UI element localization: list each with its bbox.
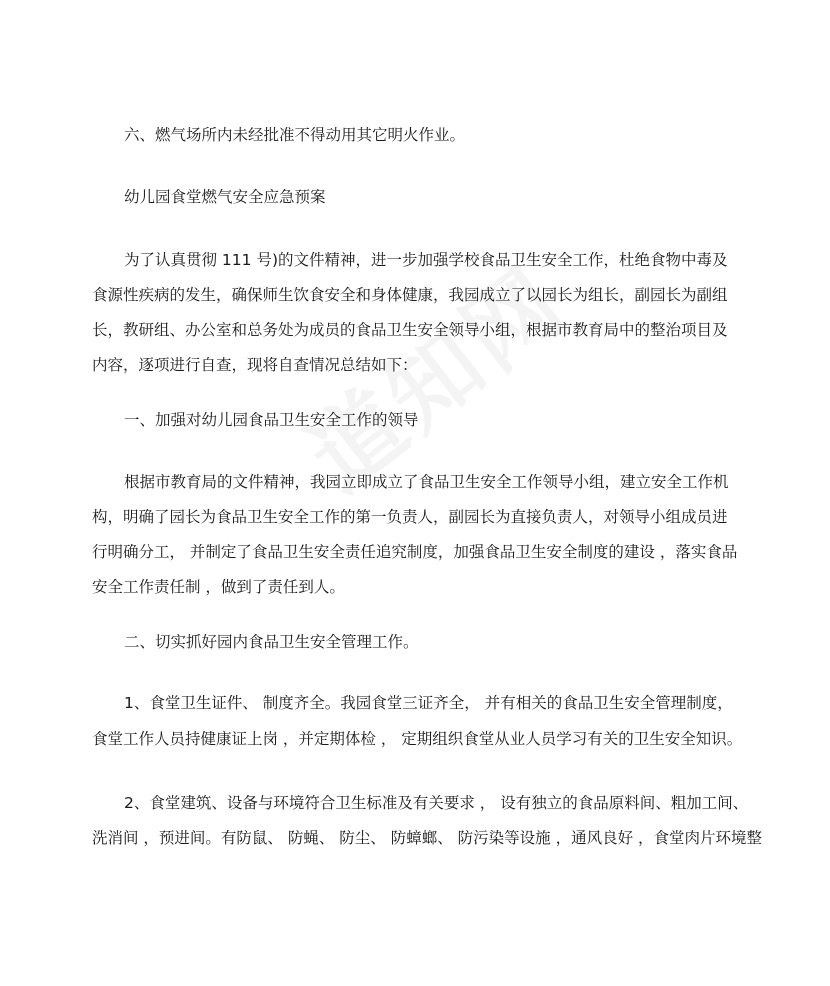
- text-line-1: 六、燃气场所内未经批准不得动用其它明火作业。: [124, 126, 466, 144]
- text-line-5: 长，教研组、办公室和总务处为成员的食品卫生安全领导小组，根据市教育局中的整治项目及: [92, 321, 728, 339]
- watermark-seal: [276, 227, 623, 554]
- text-line-10: 行明确分工， 并制定了食品卫生安全责任追究制度，加强食品卫生安全制度的建设 ，落实食品: [92, 543, 738, 561]
- text-line-11: 安全工作责任制 ，做到了责任到人。: [92, 578, 345, 596]
- text-line-3: 为了认真贯彻 111 号)的文件精神，进一步加强学校食品卫生安全工作，杜绝食物中毒及: [124, 251, 728, 269]
- text-line-15: 2、食堂建筑、设备与环境符合卫生标准及有关要求 ， 设有独立的食品原料间、粗加工间、: [124, 794, 749, 812]
- section-title: 幼儿园食堂燃气安全应急预案: [124, 188, 326, 206]
- text-line-16: 洗消间 ，预进间。有防鼠、 防蝇、 防尘、 防蟑螂、 防污染等设施 ，通风良好 ，食堂肉片环境整: [92, 829, 762, 847]
- text-line-6: 内容，逐项进行自查，现将自查情况总结如下：: [92, 356, 418, 374]
- text-line-4: 食源性疾病的发生，确保师生饮食安全和身体健康，我园成立了以园长为组长，副园长为副组: [92, 286, 728, 304]
- heading-two: 二、切实抓好园内食品卫生安全管理工作。: [124, 633, 419, 651]
- text-line-13: 1、食堂卫生证件、 制度齐全。我园食堂三证齐全， 并有相关的食品卫生安全管理制度，: [124, 694, 733, 712]
- text-line-9: 构，明确了园长为食品卫生安全工作的第一负责人，副园长为直接负责人，对领导小组成员进: [92, 508, 728, 526]
- text-line-14: 食堂工作人员持健康证上岗 ，并定期体检 ， 定期组织食堂从业人员学习有关的卫生安全知识。: [92, 730, 743, 748]
- heading-one: 一、加强对幼儿园食品卫生安全工作的领导: [124, 411, 419, 429]
- text-line-8: 根据市教育局的文件精神，我园立即成立了食品卫生安全工作领导小组，建立安全工作机: [124, 473, 729, 491]
